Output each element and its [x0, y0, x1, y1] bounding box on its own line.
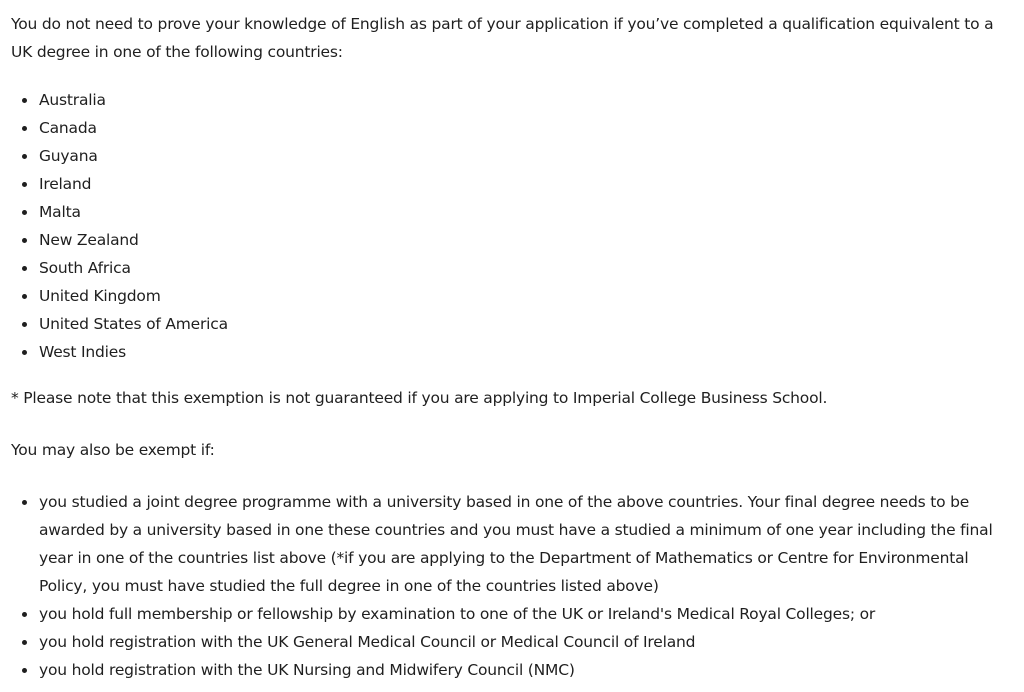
list-item: you studied a joint degree programme with a university based in one of the above countries. Your final degree needs to be awarded by a university based in one these countries and you must have a studied a minimum of one year including the final year in one of the countries list above (*if you are applying to the Department of Mathematics or Centre for Environmental Policy, you must have studied the full degree in one of the countries listed above) [39, 488, 1010, 600]
list-item: New Zealand [39, 226, 1010, 254]
list-item: you hold registration with the UK General Medical Council or Medical Council of Ireland [39, 628, 1010, 656]
list-item: South Africa [39, 254, 1010, 282]
also-exempt-heading: You may also be exempt if: [11, 441, 215, 459]
list-item: Canada [39, 114, 1010, 142]
list-item: United Kingdom [39, 282, 1010, 310]
list-item: Malta [39, 198, 1010, 226]
exemption-list [11, 488, 1010, 684]
list-item: United States of America [39, 310, 1010, 338]
list-item: Australia [39, 86, 1010, 114]
intro-paragraph: You do not need to prove your knowledge of English as part of your application if you’ve completed a qualification equivalent to a UK degree in one of the following countries: [11, 15, 994, 61]
country-list [11, 86, 1010, 366]
exemption-note: * Please note that this exemption is not guaranteed if you are applying to Imperial College Business School. [11, 389, 828, 407]
list-item: Guyana [39, 142, 1010, 170]
list-item: West Indies [39, 338, 1010, 366]
list-item: you hold registration with the UK Nursing and Midwifery Council (NMC) [39, 656, 1010, 684]
list-item: Ireland [39, 170, 1010, 198]
list-item: you hold full membership or fellowship by examination to one of the UK or Ireland's Medical Royal Colleges; or [39, 600, 1010, 628]
